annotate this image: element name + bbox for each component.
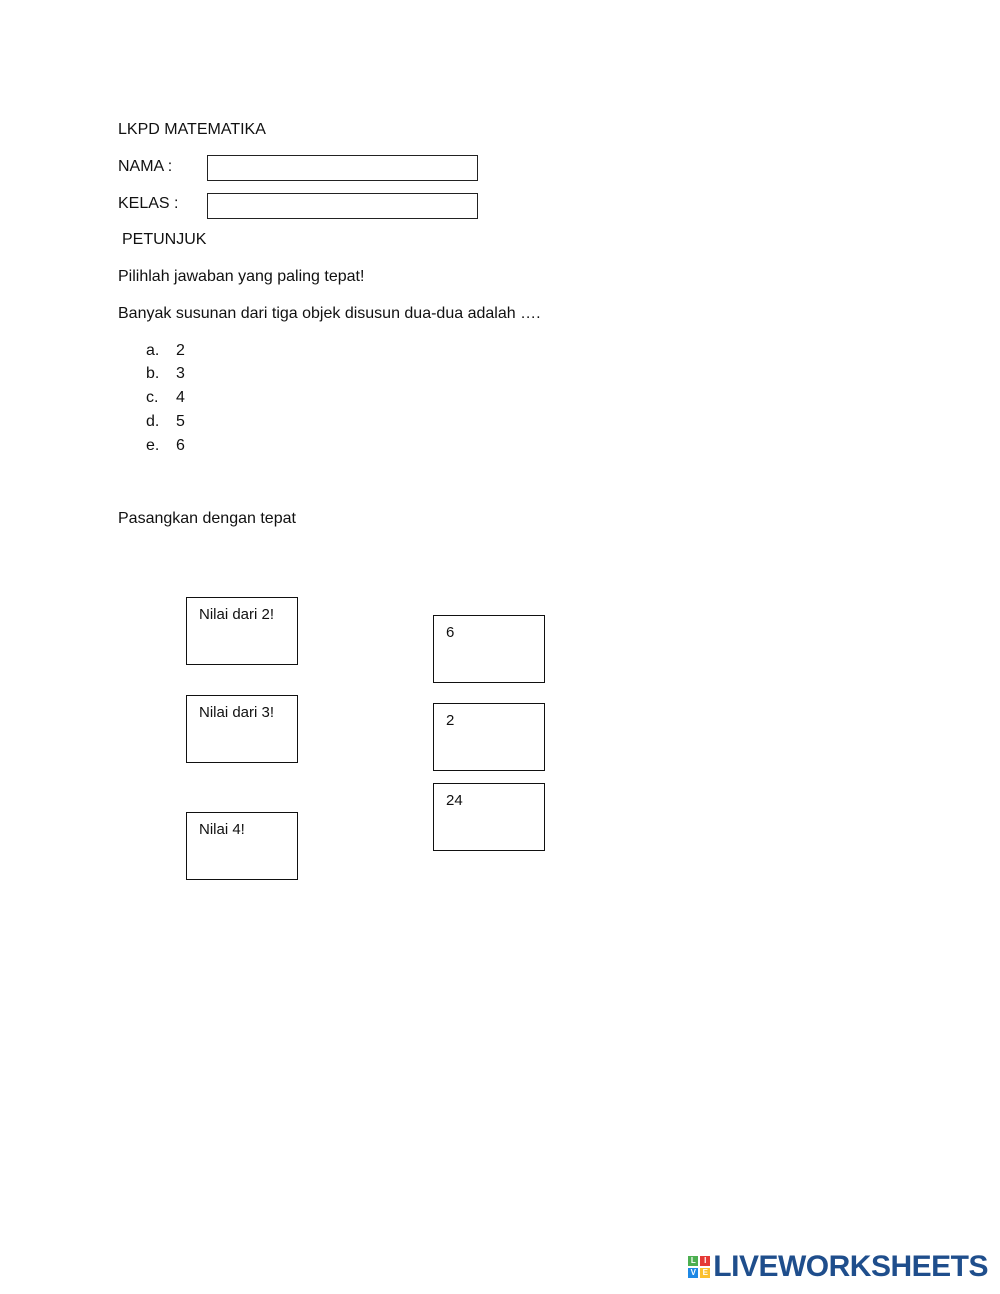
name-input[interactable] [207,155,478,181]
option-letter: e. [146,437,160,454]
worksheet-title: LKPD MATEMATIKA [118,121,266,138]
matching-heading: Pasangkan dengan tepat [118,510,296,527]
option-c[interactable] [146,388,185,408]
logo-mark-icon [688,1256,710,1278]
option-letter: c. [146,389,159,406]
match-left-item[interactable]: Nilai 4! [186,812,298,880]
option-a[interactable] [146,341,185,361]
logo-letter: I [700,1256,710,1266]
option-e[interactable] [146,436,185,456]
instruction-text: Pilihlah jawaban yang paling tepat! [118,268,365,285]
option-value: 6 [176,437,185,454]
logo-text: LIVEWORKSHEETS [713,1250,988,1283]
name-label: NAMA : [118,158,173,175]
option-value: 4 [176,389,185,406]
instructions-heading: PETUNJUK [122,231,207,248]
option-d[interactable] [146,412,185,432]
match-right-item[interactable]: 24 [433,783,545,851]
match-right-item[interactable]: 2 [433,703,545,771]
liveworksheets-logo [688,1250,988,1284]
option-b[interactable] [146,364,185,384]
option-letter: d. [146,413,160,430]
option-letter: b. [146,365,160,382]
class-input[interactable] [207,193,478,219]
match-left-item[interactable]: Nilai dari 3! [186,695,298,763]
match-right-item[interactable]: 6 [433,615,545,683]
option-value: 3 [176,365,185,382]
class-label: KELAS : [118,195,179,212]
logo-letter: E [700,1268,710,1278]
match-left-item[interactable]: Nilai dari 2! [186,597,298,665]
logo-letter: L [688,1256,698,1266]
option-value: 5 [176,413,185,430]
logo-letter: V [688,1268,698,1278]
question-text: Banyak susunan dari tiga objek disusun dua-dua adalah …. [118,305,541,322]
option-value: 2 [176,342,185,359]
option-letter: a. [146,342,160,359]
